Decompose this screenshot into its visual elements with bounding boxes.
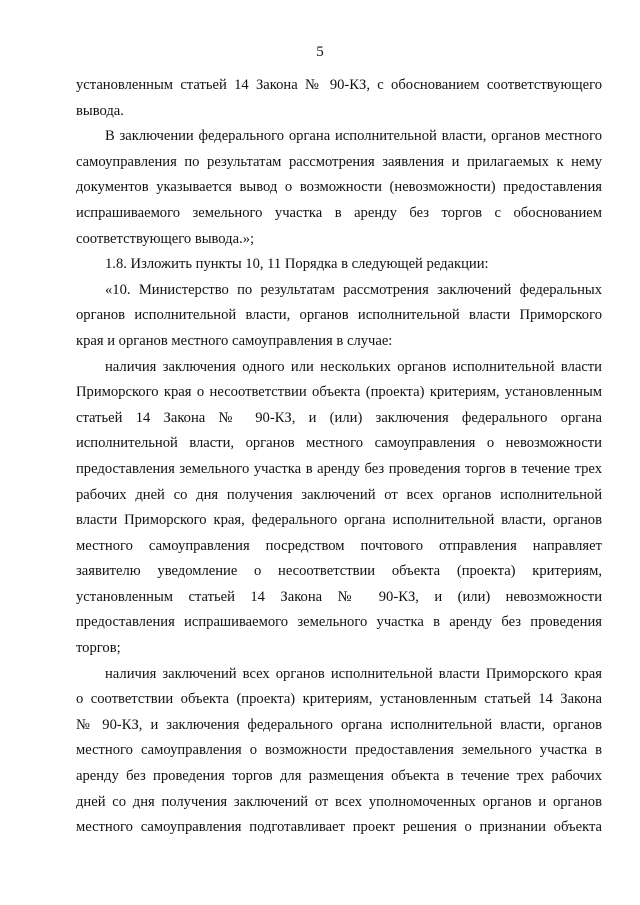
text-line: края и органов местного самоуправления в случае: (76, 332, 393, 349)
text-line: наличия заключений всех органов исполнительной власти Приморского края (105, 665, 602, 682)
text-line: Приморского края о несоответствии объекта (проекта) критериям, установленным (76, 384, 602, 401)
paragraph (76, 662, 602, 841)
text-line: торгов; (76, 640, 121, 657)
text-line: статьей 14 Закона № 90-КЗ, и (или) заключения федерального органа (76, 409, 602, 426)
text-line: документов указывается вывод о возможности (невозможности) предоставления (76, 179, 602, 196)
page-number: 5 (316, 44, 324, 60)
paragraph (76, 278, 602, 355)
text-line: рабочих дней со дня получения заключений от всех органов исполнительной (76, 486, 602, 503)
text-line: № 90-КЗ, и заключения федерального органа исполнительной власти, органов (76, 716, 602, 733)
text-line: исполнительной власти, органов местного самоуправления о невозможности (76, 435, 602, 452)
text-line: наличия заключения одного или нескольких органов исполнительной власти (105, 358, 602, 375)
text-line: дней со дня получения заключений от всех уполномоченных органов и органов (76, 793, 602, 810)
text-line: местного самоуправления посредством почтового отправления направляет (76, 537, 602, 554)
paragraph (76, 124, 602, 252)
text-line: установленным статьей 14 Закона № 90-КЗ, и (или) невозможности (76, 588, 602, 605)
text-line: о соответствии объекта (проекта) критериям, установленным статьей 14 Закона (76, 691, 602, 708)
text-line: вывода. (76, 102, 124, 119)
paragraph (76, 73, 602, 124)
text-line: органов исполнительной власти, органов исполнительной власти Приморского (76, 307, 602, 324)
text-line: предоставления земельного участка в аренду без проведения торгов в течение трех (76, 460, 602, 477)
text-line: заявителю уведомление о несоответствии объекта (проекта) критериям, (76, 563, 602, 580)
text-line: самоуправления по результатам рассмотрения заявления и прилагаемых к нему (76, 153, 602, 170)
text-line: испрашиваемого земельного участка в аренду без торгов с обоснованием (76, 204, 602, 221)
paragraph (76, 355, 602, 662)
text-line: «10. Министерство по результатам рассмотрения заключений федеральных (105, 281, 602, 298)
text-line: местного самоуправления о возможности предоставления земельного участка в (76, 742, 602, 759)
text-line: аренду без проведения торгов для размещения объекта в течение трех рабочих (76, 768, 602, 785)
document-body (76, 73, 602, 841)
paragraph (76, 252, 602, 278)
text-line: установленным статьей 14 Закона № 90-КЗ, с обоснованием соответствующего (76, 77, 602, 93)
text-line: В заключении федерального органа исполнительной власти, органов местного (105, 128, 602, 145)
text-line: власти Приморского края, федерального органа исполнительной власти, органов (76, 512, 602, 529)
text-line: 1.8. Изложить пункты 10, 11 Порядка в следующей редакции: (105, 256, 489, 273)
text-line: местного самоуправления подготавливает проект решения о признании объекта (76, 819, 602, 836)
text-line: предоставления испрашиваемого земельного участка в аренду без проведения (76, 614, 602, 631)
text-line: соответствующего вывода.»; (76, 230, 255, 247)
